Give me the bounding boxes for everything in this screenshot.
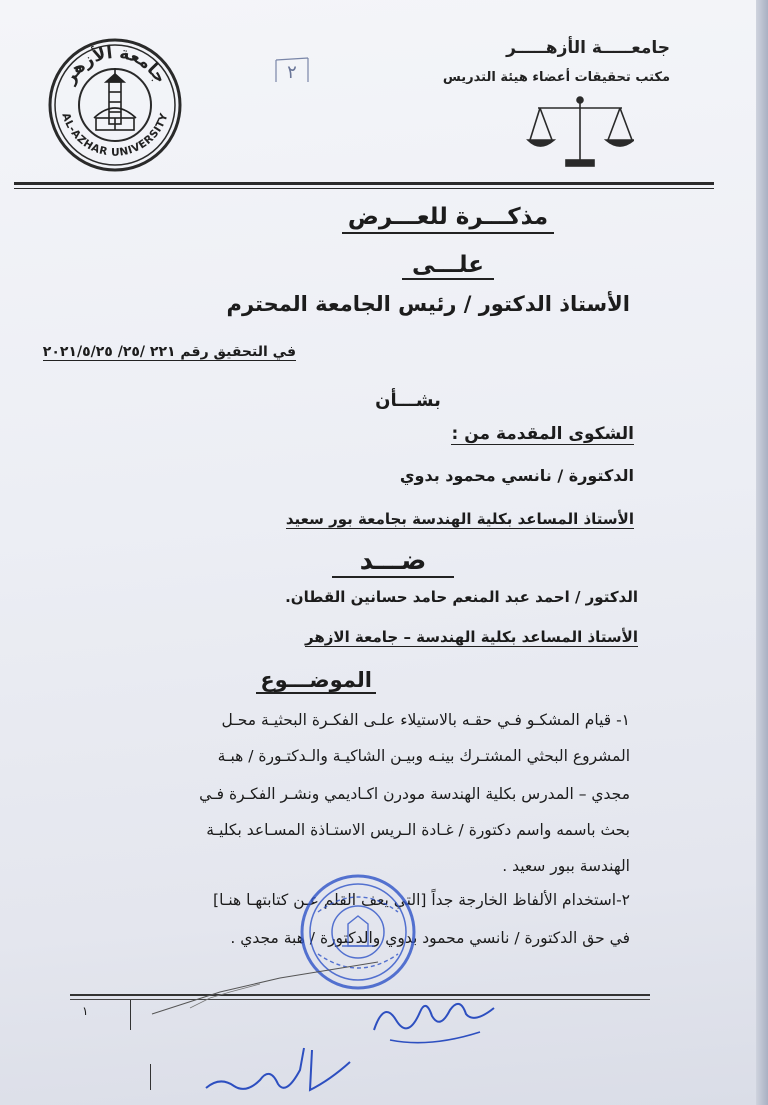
memo-on: علـــى <box>0 252 756 278</box>
complaint-label: الشكوى المقدمة من : <box>451 424 634 444</box>
against-heading: ضـــد <box>0 546 756 576</box>
signature-mark <box>200 1040 360 1100</box>
university-name: جامعـــــة الأزهـــــر <box>506 38 670 58</box>
body-line: ١- قيام المشكـو فـي حقـه بالاستيلاء علـى الفكـرة البحثيـة محـل <box>221 711 630 729</box>
page-number-mark <box>272 52 316 86</box>
investigation-ref: في التحقيق رقم ٢٢١ /٢٥/ ٢٠٢١/٥/٢٥ <box>42 344 296 360</box>
memo-title: مذكـــرة للعـــرض <box>0 204 756 230</box>
header-rule <box>14 182 714 185</box>
complainant-title: الأستاذ المساعد بكلية الهندسة بجامعة بور سعيد <box>285 510 634 528</box>
scales-of-justice-icon <box>526 94 634 172</box>
svg-text:AL-AZHAR UNIVERSITY: AL-AZHAR UNIVERSITY <box>59 111 171 159</box>
svg-text:٢: ٢ <box>287 62 297 83</box>
page-edge <box>756 0 768 1105</box>
header-rule-thin <box>14 188 714 189</box>
signature-mark <box>370 990 500 1050</box>
body-line: المشروع البحثي المشتـرك بينـه وبيـن الشاكيـة والـدكتـورة / هبـة <box>217 747 630 765</box>
regarding-heading: بشـــأن <box>375 390 441 411</box>
university-seal-icon <box>46 36 184 174</box>
pen-stroke <box>150 958 380 1018</box>
complainant-name: الدكتورة / نانسي محمود بدوي <box>399 466 634 485</box>
defendant-title: الأستاذ المساعد بكلية الهندسة – جامعة الازهر <box>305 628 638 646</box>
body-line: في حق الدكتورة / نانسي محمود بدوي والدكتورة / هبة مجدي . <box>230 929 630 947</box>
defendant-name: الدكتور / احمد عبد المنعم حامد حسانين القطان. <box>285 588 638 606</box>
body-line: مجدي – المدرس بكلية الهندسة مودرن اكـاديمي ونشـر الفكـرة فـي <box>199 785 630 803</box>
svg-text:جامعة الأزهر: جامعة الأزهر <box>59 42 171 88</box>
body-line: بحث باسمه واسم دكتورة / غـادة الـريس الاستـاذة المسـاعد بكليـة <box>206 821 630 839</box>
footer-divider <box>130 1000 131 1030</box>
footer-page-mark: ١ <box>82 1004 89 1018</box>
memo-addressee: الأستاذ الدكتور / رئيس الجامعة المحترم <box>226 292 630 316</box>
office-name: مكتب تحقيقات أعضاء هيئة التدريس <box>442 70 670 85</box>
footer-divider <box>150 1064 151 1090</box>
body-line: الهندسة ببور سعيد . <box>502 857 630 875</box>
body-line: ٢-استخدام الألفاظ الخارجة جداً [التي يعف القلم عـن كتابتهـا هنـا] <box>213 891 630 909</box>
subject-heading: الموضـــوع <box>256 668 376 692</box>
